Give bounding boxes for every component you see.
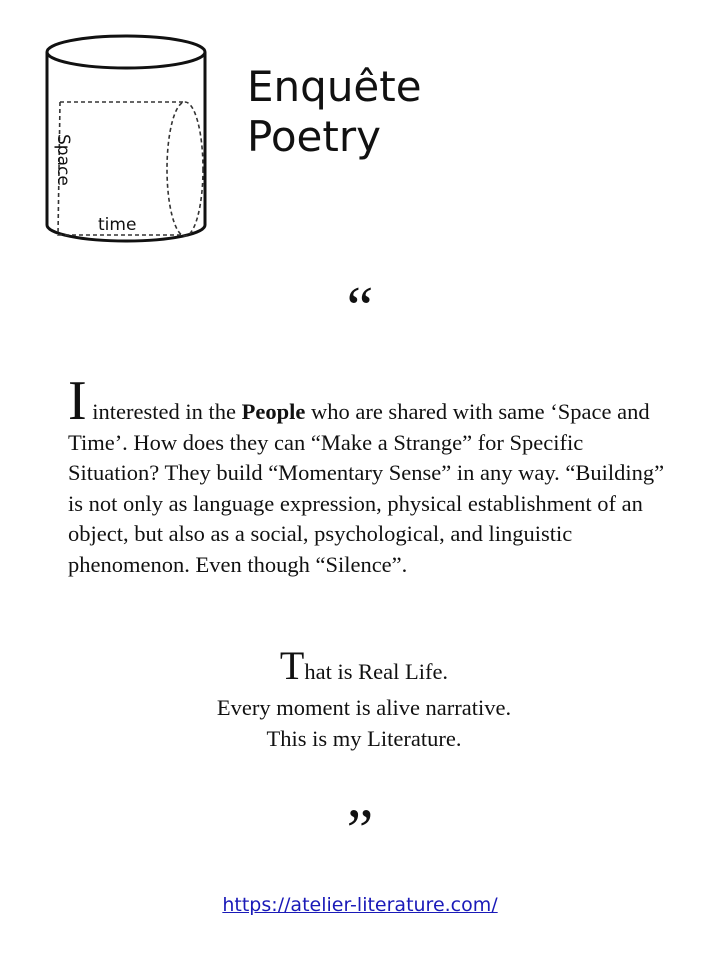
title-line-2: Poetry xyxy=(247,112,381,161)
opening-quote-mark: “ xyxy=(346,275,374,341)
website-link-container xyxy=(0,894,720,916)
space-time-cylinder-logo xyxy=(40,30,215,255)
closing-line-1-text: hat is Real Life. xyxy=(304,659,449,684)
paragraph-dropcap: I xyxy=(68,370,87,432)
closing-lines xyxy=(0,643,720,754)
title-line-1: Enquête xyxy=(247,62,422,111)
paragraph-text-2: who are shared with same ‘Space and Time’. How does they can “Make a Strange” for Specific Situation? They build “Momentary Sense” in any way. “Building” is not only as language expression, physical establishment of an object, but also as a social, psychological, and linguistic phenomenon. Even though “Silence”. xyxy=(68,399,665,577)
closing-dropcap: T xyxy=(279,643,305,688)
paragraph-bold-word: People xyxy=(241,399,306,424)
page-title xyxy=(247,62,422,162)
closing-line-3: This is my Literature. xyxy=(266,726,462,751)
paragraph-text-1: interested in the xyxy=(86,399,242,424)
website-link[interactable]: https://atelier-literature.com/ xyxy=(222,894,498,916)
time-label: time xyxy=(98,215,137,235)
closing-line-1 xyxy=(0,643,720,692)
closing-quote-mark: ” xyxy=(346,797,374,863)
space-label: Space xyxy=(53,134,73,186)
closing-line-2: Every moment is alive narrative. xyxy=(216,695,512,720)
manifesto-paragraph xyxy=(68,370,668,580)
